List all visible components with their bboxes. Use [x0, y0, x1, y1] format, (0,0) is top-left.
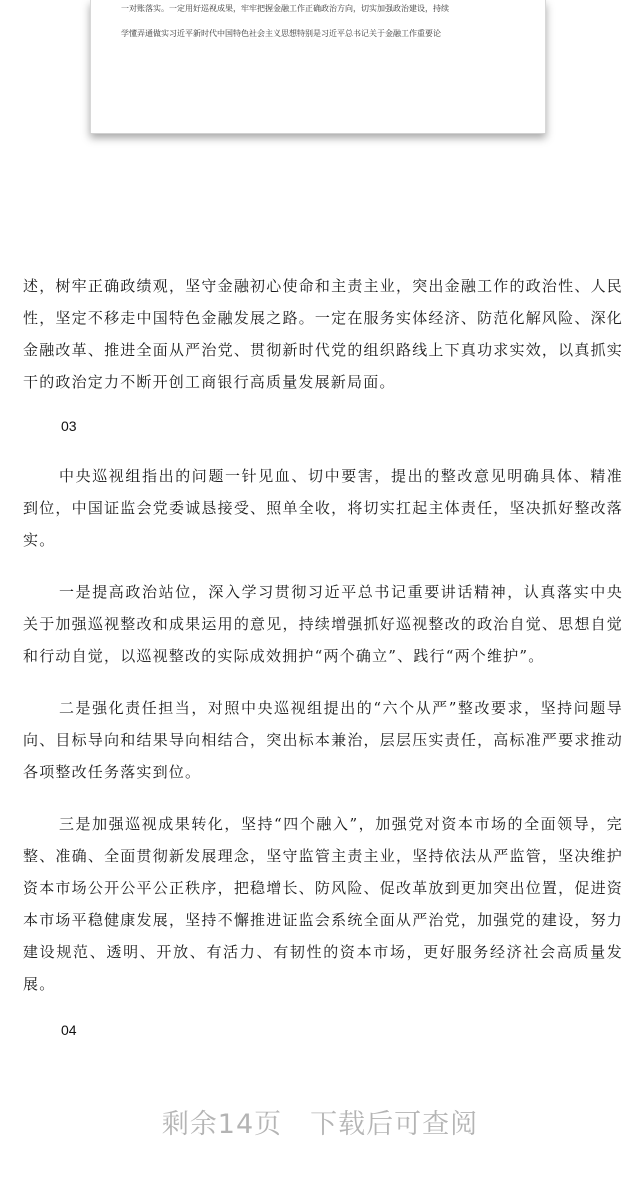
document-body: [23, 270, 623, 1064]
download-hint-label: 下载后可查阅: [310, 1109, 479, 1140]
section-number-03: 03: [61, 418, 77, 434]
paragraph: 一是提高政治站位，深入学习贯彻习近平总书记重要讲话精神，认真落实中央关于加强巡视整改和成果运用的意见，持续增强抓好巡视整改的政治自觉、思想自觉和行动自觉，以巡视整改的实际成效拥护“两个确立”、践行“两个维护”。: [23, 583, 623, 665]
download-prompt[interactable]: [0, 1105, 640, 1145]
paragraph: 三是加强巡视成果转化，坚持“四个融入”，加强党对资本市场的全面领导，完整、准确、全面贯彻新发展理念，坚守监管主责主业，坚持依法从严监管，坚决维护资本市场公开公平公正秩序，把稳增长、防风险、促改革放到更加突出位置，促进资本市场平稳健康发展，坚持不懈推进证监会系统全面从严治党，加强党的建设，努力建设规范、透明、开放、有活力、有韧性的资本市场，更好服务经济社会高质量发展。: [23, 815, 623, 993]
preview-line: 一对账落实。一定用好巡视成果，牢牢把握金融工作正确政治方向，切实加强政治建设，持续: [121, 4, 449, 13]
paragraph: 中央巡视组指出的问题一针见血、切中要害，提出的整改意见明确具体、精准到位，中国证监会党委诚恳接受、照单全收，将切实扛起主体责任，坚决抓好整改落实。: [23, 467, 623, 549]
preview-line: 学懂弄通做实习近平新时代中国特色社会主义思想特别是习近平总书记关于金融工作重要论: [121, 29, 441, 38]
intro-paragraph: 述，树牢正确政绩观，坚守金融初心使命和主责主业，突出金融工作的政治性、人民性，坚定不移走中国特色金融发展之路。一定在服务实体经济、防范化解风险、深化金融改革、推进全面从严治党、贯彻新时代党的组织路线上下真功求实效，以真抓实干的政治定力不断开创工商银行高质量发展新局面。: [23, 277, 623, 391]
remaining-pages-label: 剩余14页: [161, 1109, 283, 1140]
paragraph: 二是强化责任担当，对照中央巡视组提出的“六个从严”整改要求，坚持问题导向、目标导向和结果导向相结合，突出标本兼治，层层压实责任，高标准严要求推动各项整改任务落实到位。: [23, 699, 623, 781]
section-number-04: 04: [61, 1022, 77, 1038]
previous-page-preview: [90, 0, 546, 134]
